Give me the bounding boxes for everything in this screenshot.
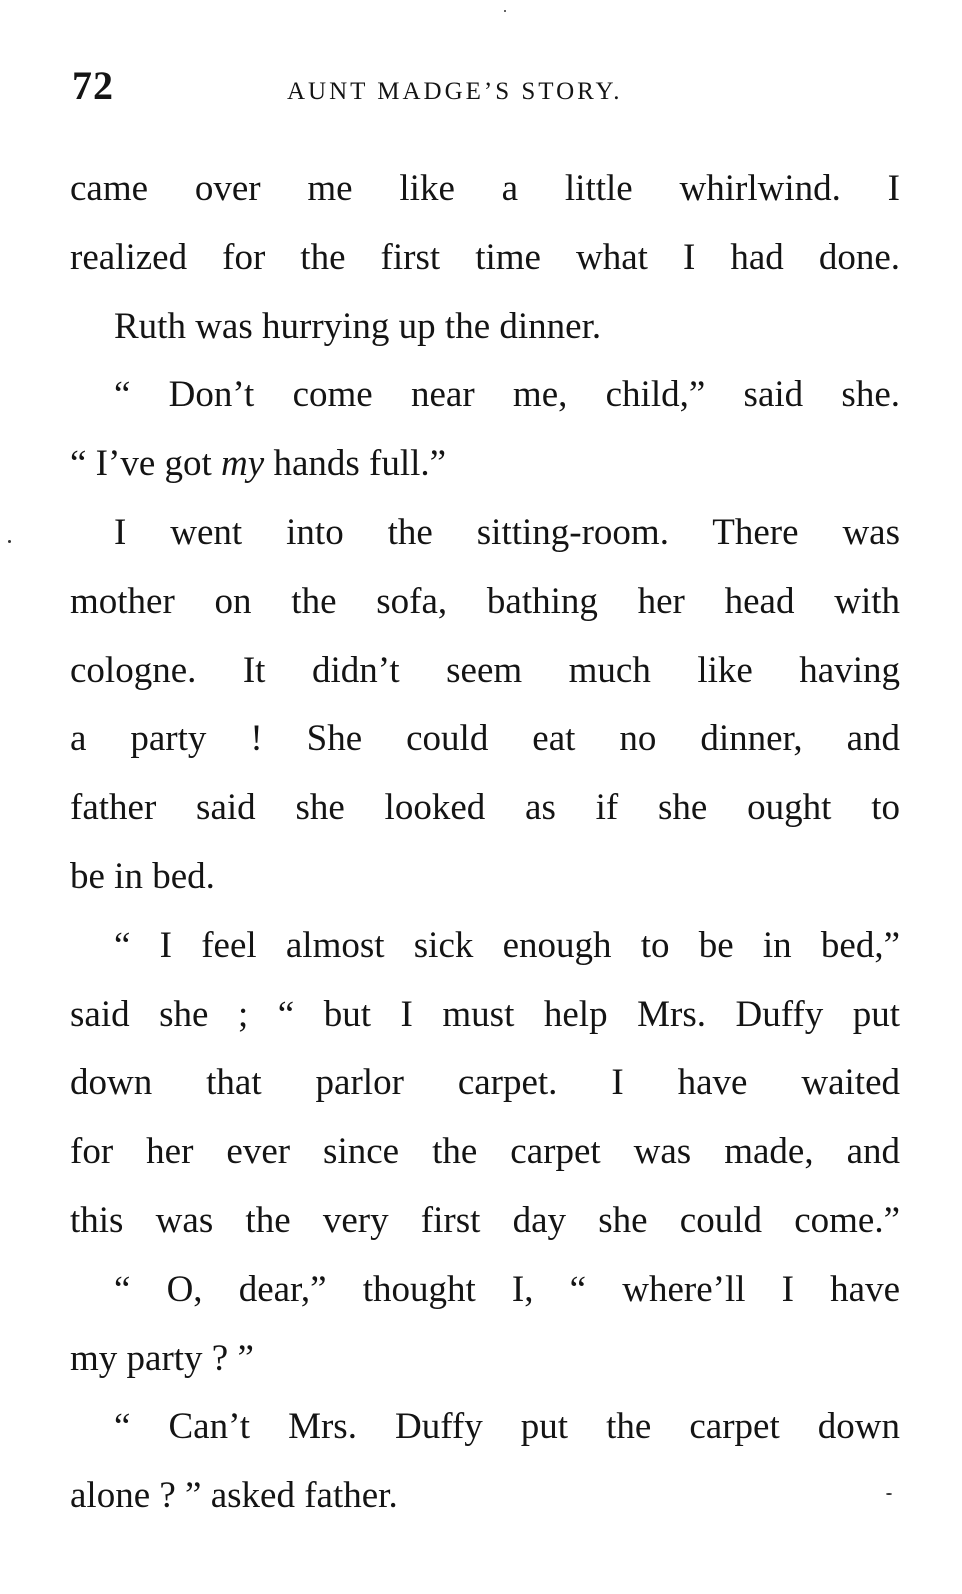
emphasized-word: my <box>221 443 265 485</box>
print-speck <box>504 10 506 12</box>
text-line: cologne. It didn’t seem much like having <box>70 649 900 691</box>
text-line: said she ; “ but I must help Mrs. Duffy put <box>70 993 900 1035</box>
text-line: I went into the sitting-room. There was <box>114 511 900 553</box>
text-line: “ Can’t Mrs. Duffy put the carpet down <box>114 1406 900 1448</box>
text-line: alone ? ” asked father. <box>70 1475 398 1517</box>
text-line: this was the very first day she could come.” <box>70 1199 900 1241</box>
text-line: “ Don’t come near me, child,” said she. <box>114 374 900 416</box>
text-line: mother on the sofa, bathing her head with <box>70 580 900 622</box>
text-line: “ I feel almost sick enough to be in bed,” <box>114 924 900 966</box>
text-line: Ruth was hurrying up the dinner. <box>114 305 602 347</box>
text-line: father said she looked as if she ought to <box>70 787 900 829</box>
body-text <box>70 155 900 1531</box>
running-title: AUNT MADGE’S STORY. <box>287 78 623 105</box>
text-line: for her ever since the carpet was made, and <box>70 1131 900 1173</box>
text-line: be in bed. <box>70 855 215 897</box>
text-line: came over me like a little whirlwind. I <box>70 168 900 209</box>
text-line: a party ! She could eat no dinner, and <box>70 718 900 760</box>
text-line <box>70 430 900 499</box>
text-line: my party ? ” <box>70 1337 254 1379</box>
page-header <box>72 62 897 122</box>
page-number: 72 <box>72 63 114 108</box>
text-line: realized for the first time what I had done. <box>70 236 900 278</box>
print-speck <box>886 1493 892 1495</box>
print-speck <box>8 540 11 543</box>
text-line: down that parlor carpet. I have waited <box>70 1062 900 1104</box>
text-run: “ I’ve got <box>70 443 222 485</box>
text-run: hands full.” <box>264 443 447 485</box>
text-line: “ O, dear,” thought I, “ where’ll I have <box>114 1268 900 1310</box>
